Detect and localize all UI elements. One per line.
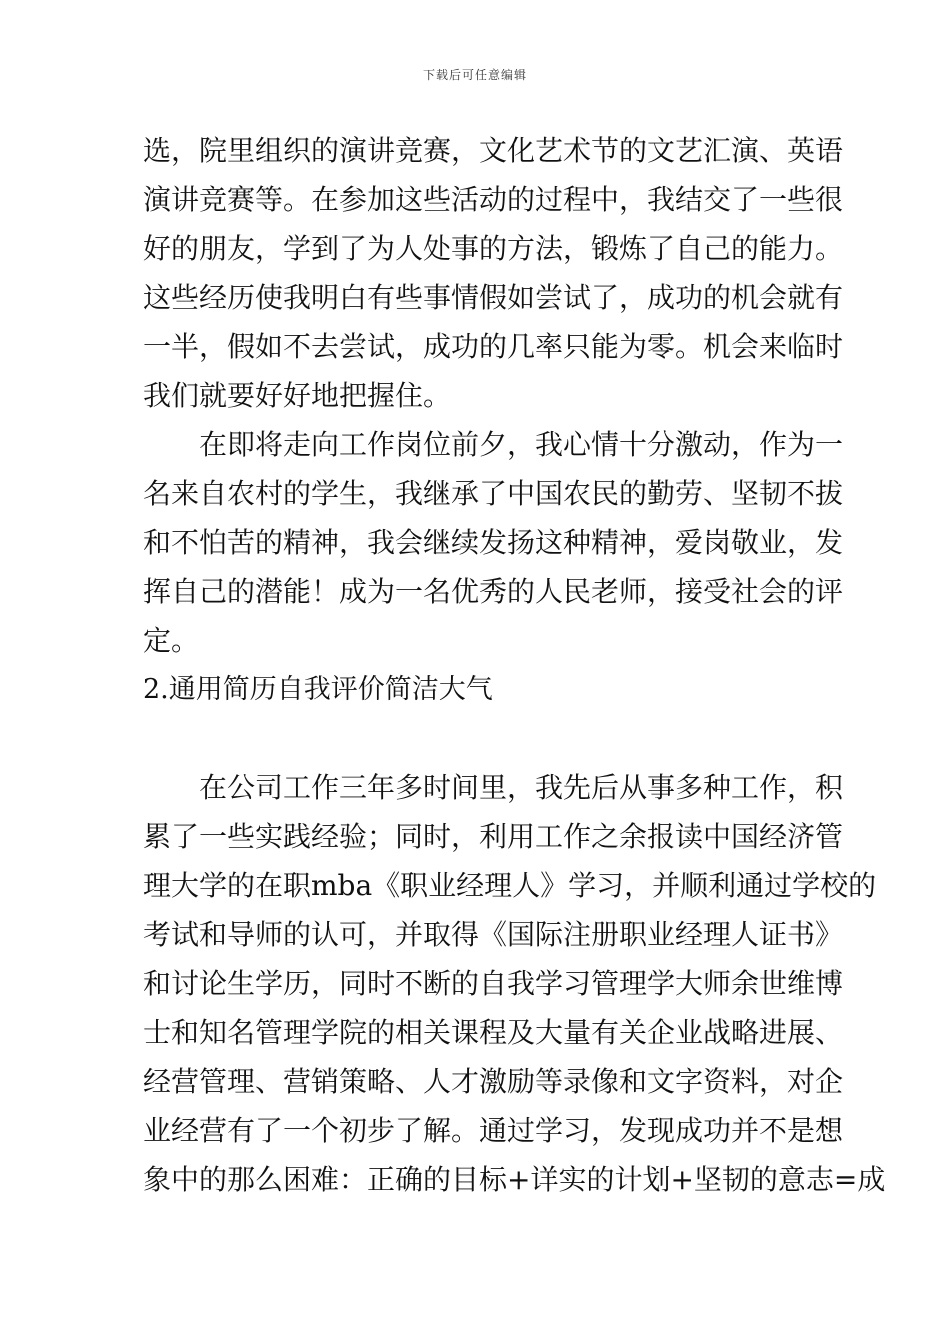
paragraph-line: 定。 <box>143 624 200 657</box>
paragraph-line: 一半，假如不去尝试，成功的几率只能为零。机会来临时 <box>143 330 844 363</box>
paragraph-line: 考试和导师的认可，并取得《国际注册职业经理人证书》 <box>143 918 844 951</box>
page-header: 下载后可任意编辑 <box>422 68 527 82</box>
paragraph-line: 名来自农村的学生，我继承了中国农民的勤劳、坚韧不拔 <box>143 477 844 510</box>
section-heading-text: 2.通用简历自我评价简洁大气 <box>143 674 493 705</box>
paragraph-line: 在即将走向工作岗位前夕，我心情十分激动，作为一 <box>199 428 844 461</box>
paragraph-line: 好的朋友，学到了为人处事的方法，锻炼了自己的能力。 <box>143 232 844 265</box>
paragraph-line: 在公司工作三年多时间里，我先后从事多种工作，积 <box>199 771 844 804</box>
paragraph-line: 象中的那么困难：正确的目标+详实的计划+坚韧的意志=成 <box>143 1163 886 1196</box>
paragraph-line: 我们就要好好地把握住。 <box>143 379 452 412</box>
paragraph-2 <box>143 420 844 665</box>
section-heading <box>143 665 811 714</box>
paragraph-line: 演讲竞赛等。在参加这些活动的过程中，我结交了一些很 <box>143 183 844 216</box>
paragraph-line: 这些经历使我明白有些事情假如尝试了，成功的机会就有 <box>143 281 844 314</box>
paragraph-line: 士和知名管理学院的相关课程及大量有关企业战略进展、 <box>143 1016 844 1049</box>
paragraph-line: 业经营有了一个初步了解。通过学习，发现成功并不是想 <box>143 1114 844 1147</box>
paragraph-3 <box>143 763 886 1204</box>
paragraph-line: 挥自己的潜能！成为一名优秀的人民老师，接受社会的评 <box>143 575 844 608</box>
paragraph-line: 理大学的在职mba《职业经理人》学习，并顺利通过学校的 <box>143 869 877 902</box>
paragraph-line: 和不怕苦的精神，我会继续发扬这种精神，爱岗敬业，发 <box>143 526 844 559</box>
paragraph-line: 经营管理、营销策略、人才激励等录像和文字资料，对企 <box>143 1065 844 1098</box>
document-body <box>143 126 886 1204</box>
paragraph-line: 选，院里组织的演讲竞赛，文化艺术节的文艺汇演、英语 <box>143 134 844 167</box>
paragraph-line: 和讨论生学历，同时不断的自我学习管理学大师余世维博 <box>143 967 844 1000</box>
blank-line <box>143 714 811 763</box>
paragraph-1 <box>143 126 844 420</box>
paragraph-line: 累了一些实践经验；同时，利用工作之余报读中国经济管 <box>143 820 844 853</box>
